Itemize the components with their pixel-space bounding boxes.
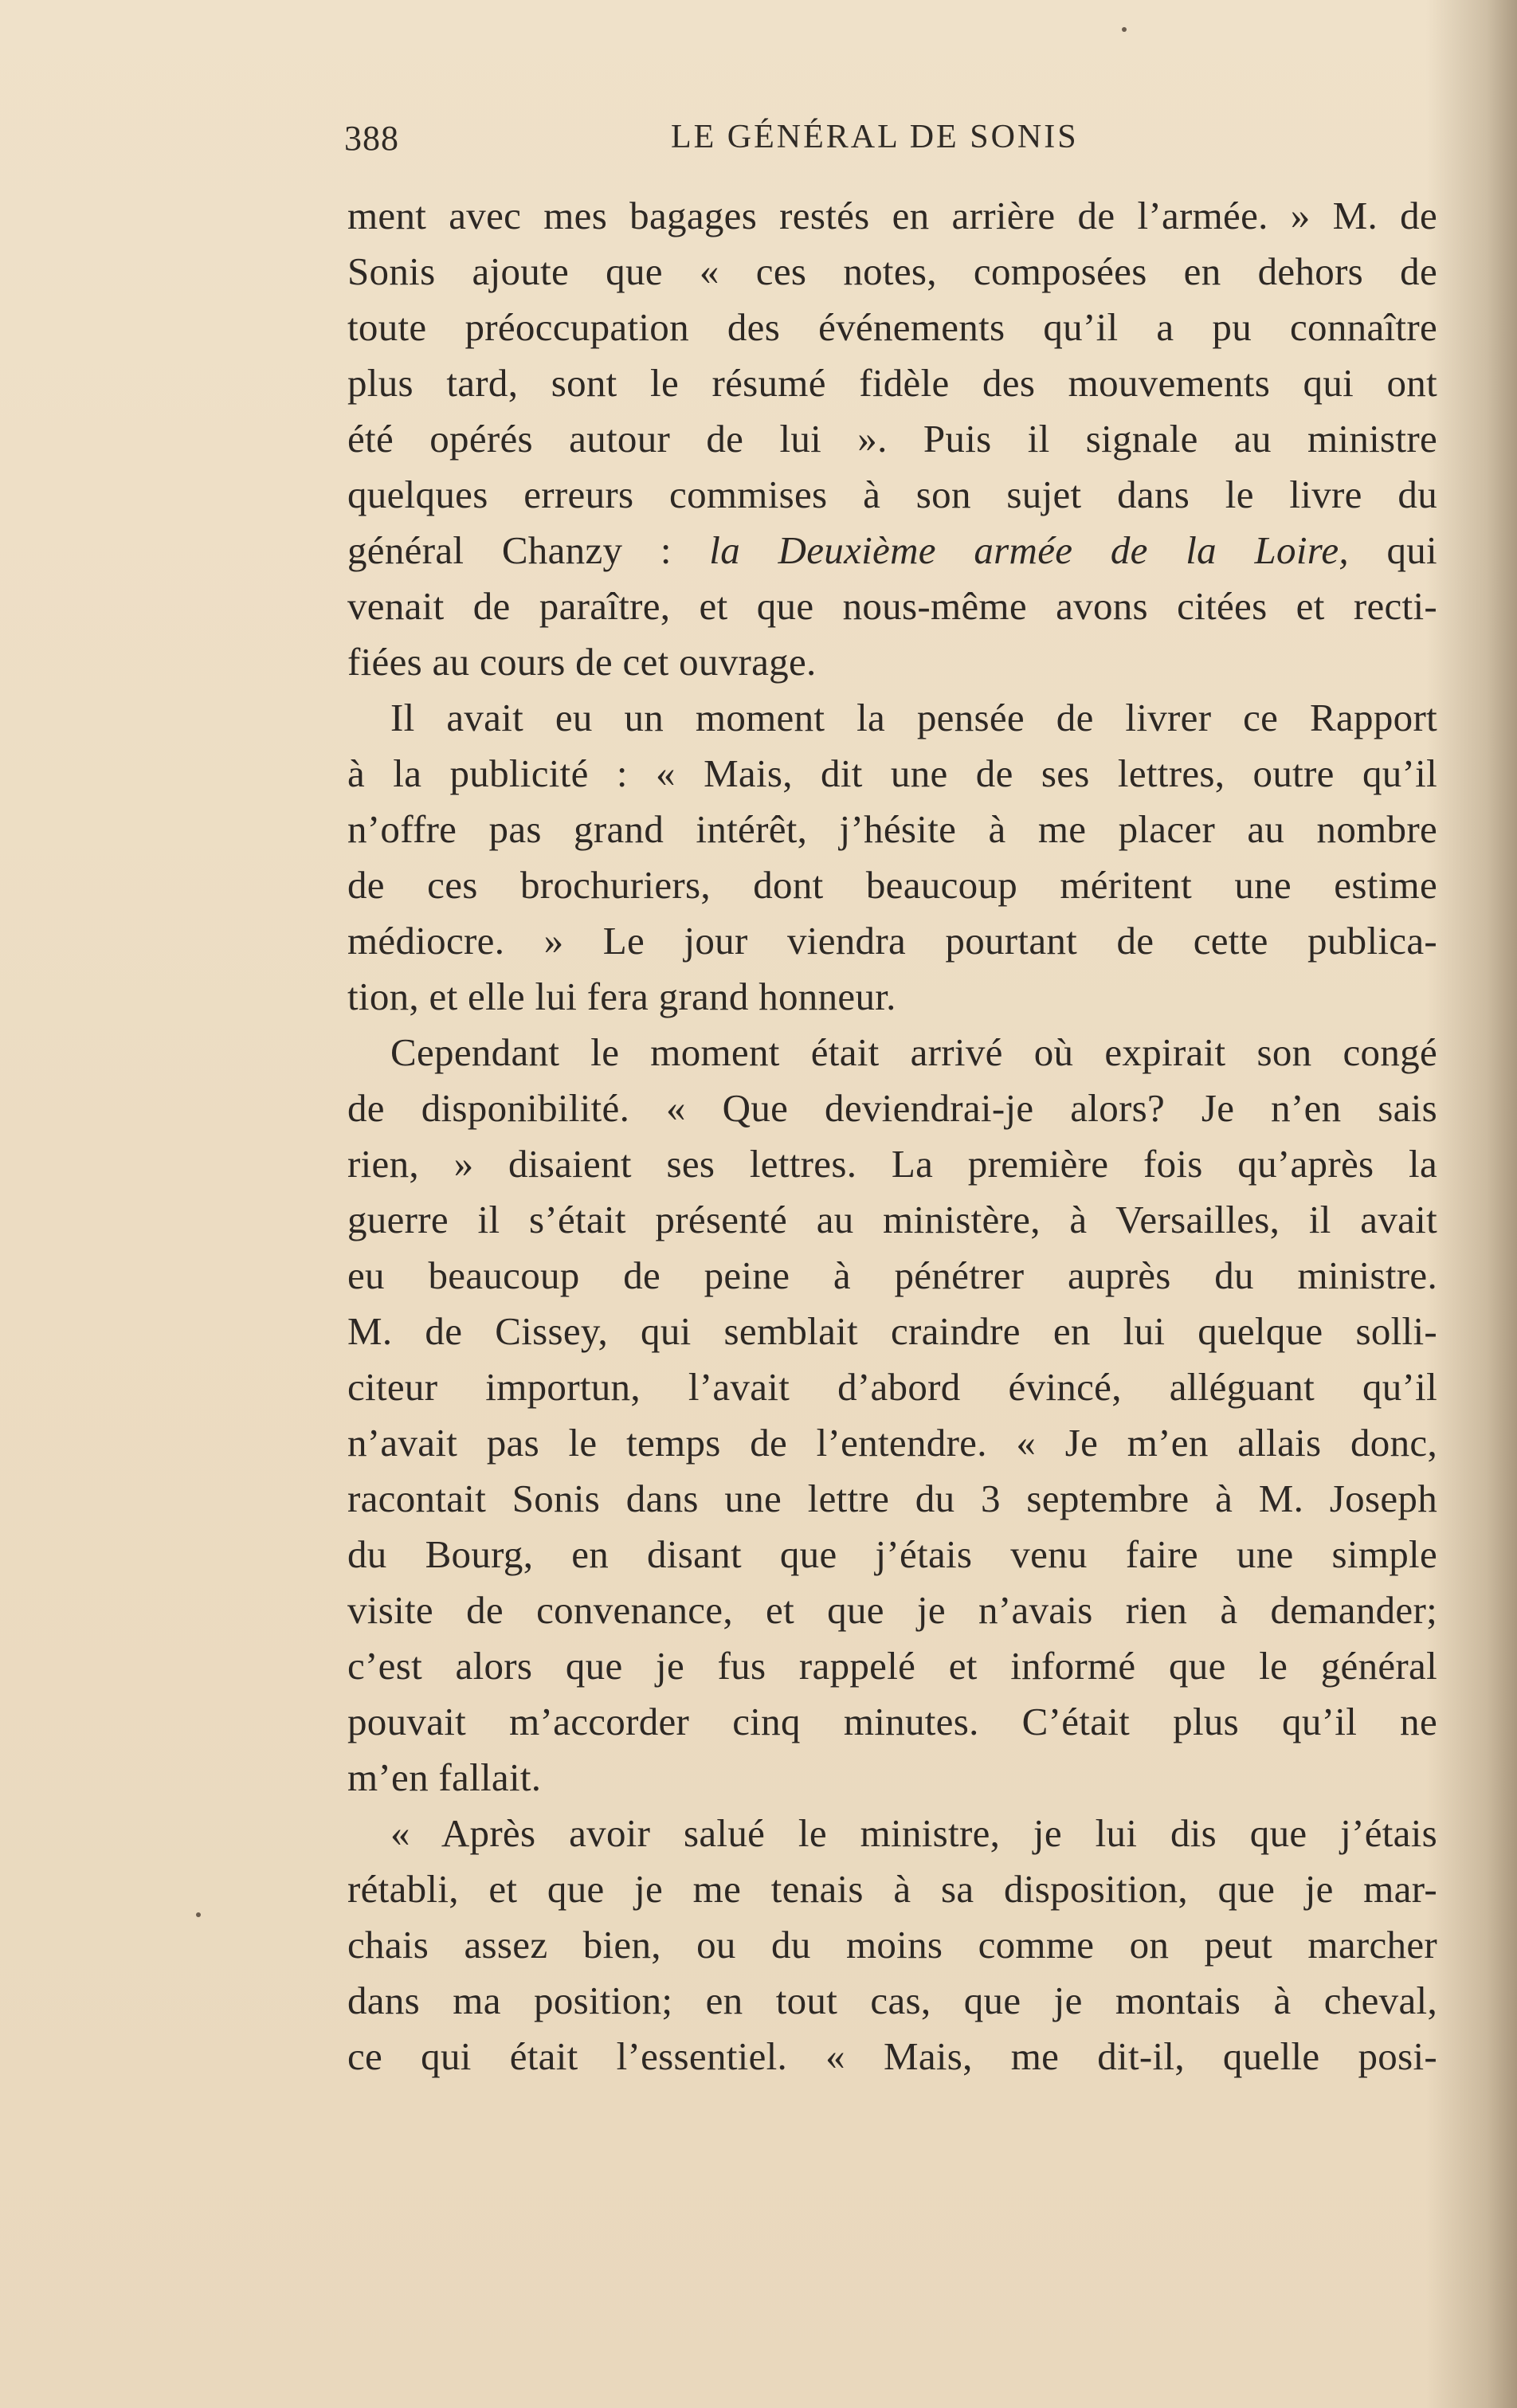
paper-speck: [196, 1912, 201, 1917]
text-segment: racontait Sonis dans une lettre du 3 septembre à M. Joseph: [347, 1477, 1437, 1520]
text-line: [347, 2029, 1437, 2084]
running-title: LE GÉNÉRAL DE SONIS: [671, 119, 1079, 155]
text-segment: général Chanzy :: [347, 528, 710, 572]
text-line: [347, 746, 1437, 802]
text-line: [347, 1861, 1437, 1917]
text-segment: Il avait eu un moment la pensée de livrer ce Rapport: [390, 696, 1437, 739]
text-segment: guerre il s’était présenté au ministère, à Versailles, il avait: [347, 1198, 1437, 1241]
text-line: [347, 411, 1437, 467]
text-segment: n’avait pas le temps de l’entendre. « Je m’en allais donc,: [347, 1421, 1437, 1465]
text-line: [347, 857, 1437, 913]
text-line: [347, 188, 1437, 244]
text-line: [347, 1527, 1437, 1582]
text-segment: m’en fallait.: [347, 1755, 542, 1799]
text-line: [347, 969, 1437, 1025]
text-line: [347, 1359, 1437, 1415]
text-line: [347, 1304, 1437, 1359]
text-segment: du Bourg, en disant que j’étais venu faire une simple: [347, 1532, 1437, 1576]
text-segment: toute préoccupation des événements qu’il a pu connaître: [347, 305, 1437, 349]
text-line: [347, 690, 1437, 746]
text-segment: chais assez bien, ou du moins comme on peut marcher: [347, 1923, 1437, 1967]
text-line: [347, 1248, 1437, 1304]
text-segment: qui: [1348, 528, 1437, 572]
text-segment: tion, et elle lui fera grand honneur.: [347, 975, 896, 1018]
text-line: [347, 467, 1437, 523]
text-line: [347, 355, 1437, 411]
text-line: [347, 1750, 1437, 1806]
text-line: [347, 1471, 1437, 1527]
text-segment: n’offre pas grand intérêt, j’hésite à me placer au nombre: [347, 807, 1437, 851]
text-line: [347, 1080, 1437, 1136]
text-segment: à la publicité : « Mais, dit une de ses lettres, outre qu’il: [347, 751, 1437, 795]
text-segment: Cependant le moment était arrivé où expirait son congé: [390, 1030, 1437, 1074]
text-line: [347, 1638, 1437, 1694]
text-segment: Sonis ajoute que « ces notes, composées en dehors de: [347, 249, 1437, 293]
text-segment: « Après avoir salué le ministre, je lui dis que j’étais: [390, 1811, 1437, 1855]
page-number: 388: [344, 119, 399, 158]
text-line: [347, 1192, 1437, 1248]
text-line: [347, 1025, 1437, 1080]
paper-speck: [1122, 27, 1127, 32]
text-line: [347, 1694, 1437, 1750]
text-segment: plus tard, sont le résumé fidèle des mouvements qui ont: [347, 361, 1437, 405]
text-line: [347, 1136, 1437, 1192]
text-line: [347, 1973, 1437, 2029]
text-segment: de ces brochuriers, dont beaucoup méritent une estime: [347, 863, 1437, 907]
text-segment: médiocre. » Le jour viendra pourtant de cette publica-: [347, 919, 1437, 963]
text-segment: rien, » disaient ses lettres. La première fois qu’après la: [347, 1142, 1437, 1186]
text-segment: ce qui était l’essentiel. « Mais, me dit-il, quelle posi-: [347, 2034, 1437, 2078]
text-segment: visite de convenance, et que je n’avais rien à demander;: [347, 1588, 1437, 1632]
text-line: [347, 1582, 1437, 1638]
text-segment: citeur importun, l’avait d’abord évincé, alléguant qu’il: [347, 1365, 1437, 1409]
text-segment: M. de Cissey, qui semblait craindre en lui quelque solli-: [347, 1309, 1437, 1353]
text-segment: été opérés autour de lui ». Puis il signale au ministre: [347, 417, 1437, 461]
text-line: [347, 802, 1437, 857]
text-segment: quelques erreurs commises à son sujet dans le livre du: [347, 473, 1437, 516]
text-line: [347, 634, 1437, 690]
text-segment: dans ma position; en tout cas, que je montais à cheval,: [347, 1979, 1437, 2022]
text-segment: c’est alors que je fus rappelé et informé que le général: [347, 1644, 1437, 1688]
text-segment: ment avec mes bagages restés en arrière de l’armée. » M. de: [347, 194, 1437, 237]
text-segment: fiées au cours de cet ouvrage.: [347, 640, 817, 684]
text-line: [347, 1415, 1437, 1471]
text-segment: de disponibilité. « Que deviendrai-je alors? Je n’en sais: [347, 1086, 1437, 1130]
italic-title-segment: la Deuxième armée de la Loire,: [709, 528, 1349, 572]
page-header: [344, 118, 1437, 166]
text-segment: venait de paraître, et que nous-même avons citées et recti-: [347, 584, 1437, 628]
text-line: [347, 578, 1437, 634]
text-segment: rétabli, et que je me tenais à sa disposition, que je mar-: [347, 1867, 1437, 1911]
text-line: [347, 300, 1437, 355]
body-text: [347, 188, 1437, 2084]
text-line: [347, 1806, 1437, 1861]
text-segment: eu beaucoup de peine à pénétrer auprès du ministre.: [347, 1253, 1437, 1297]
text-segment: pouvait m’accorder cinq minutes. C’était plus qu’il ne: [347, 1700, 1437, 1743]
text-line: [347, 1917, 1437, 1973]
text-line: [347, 244, 1437, 300]
text-line: [347, 913, 1437, 969]
text-line: [347, 523, 1437, 578]
